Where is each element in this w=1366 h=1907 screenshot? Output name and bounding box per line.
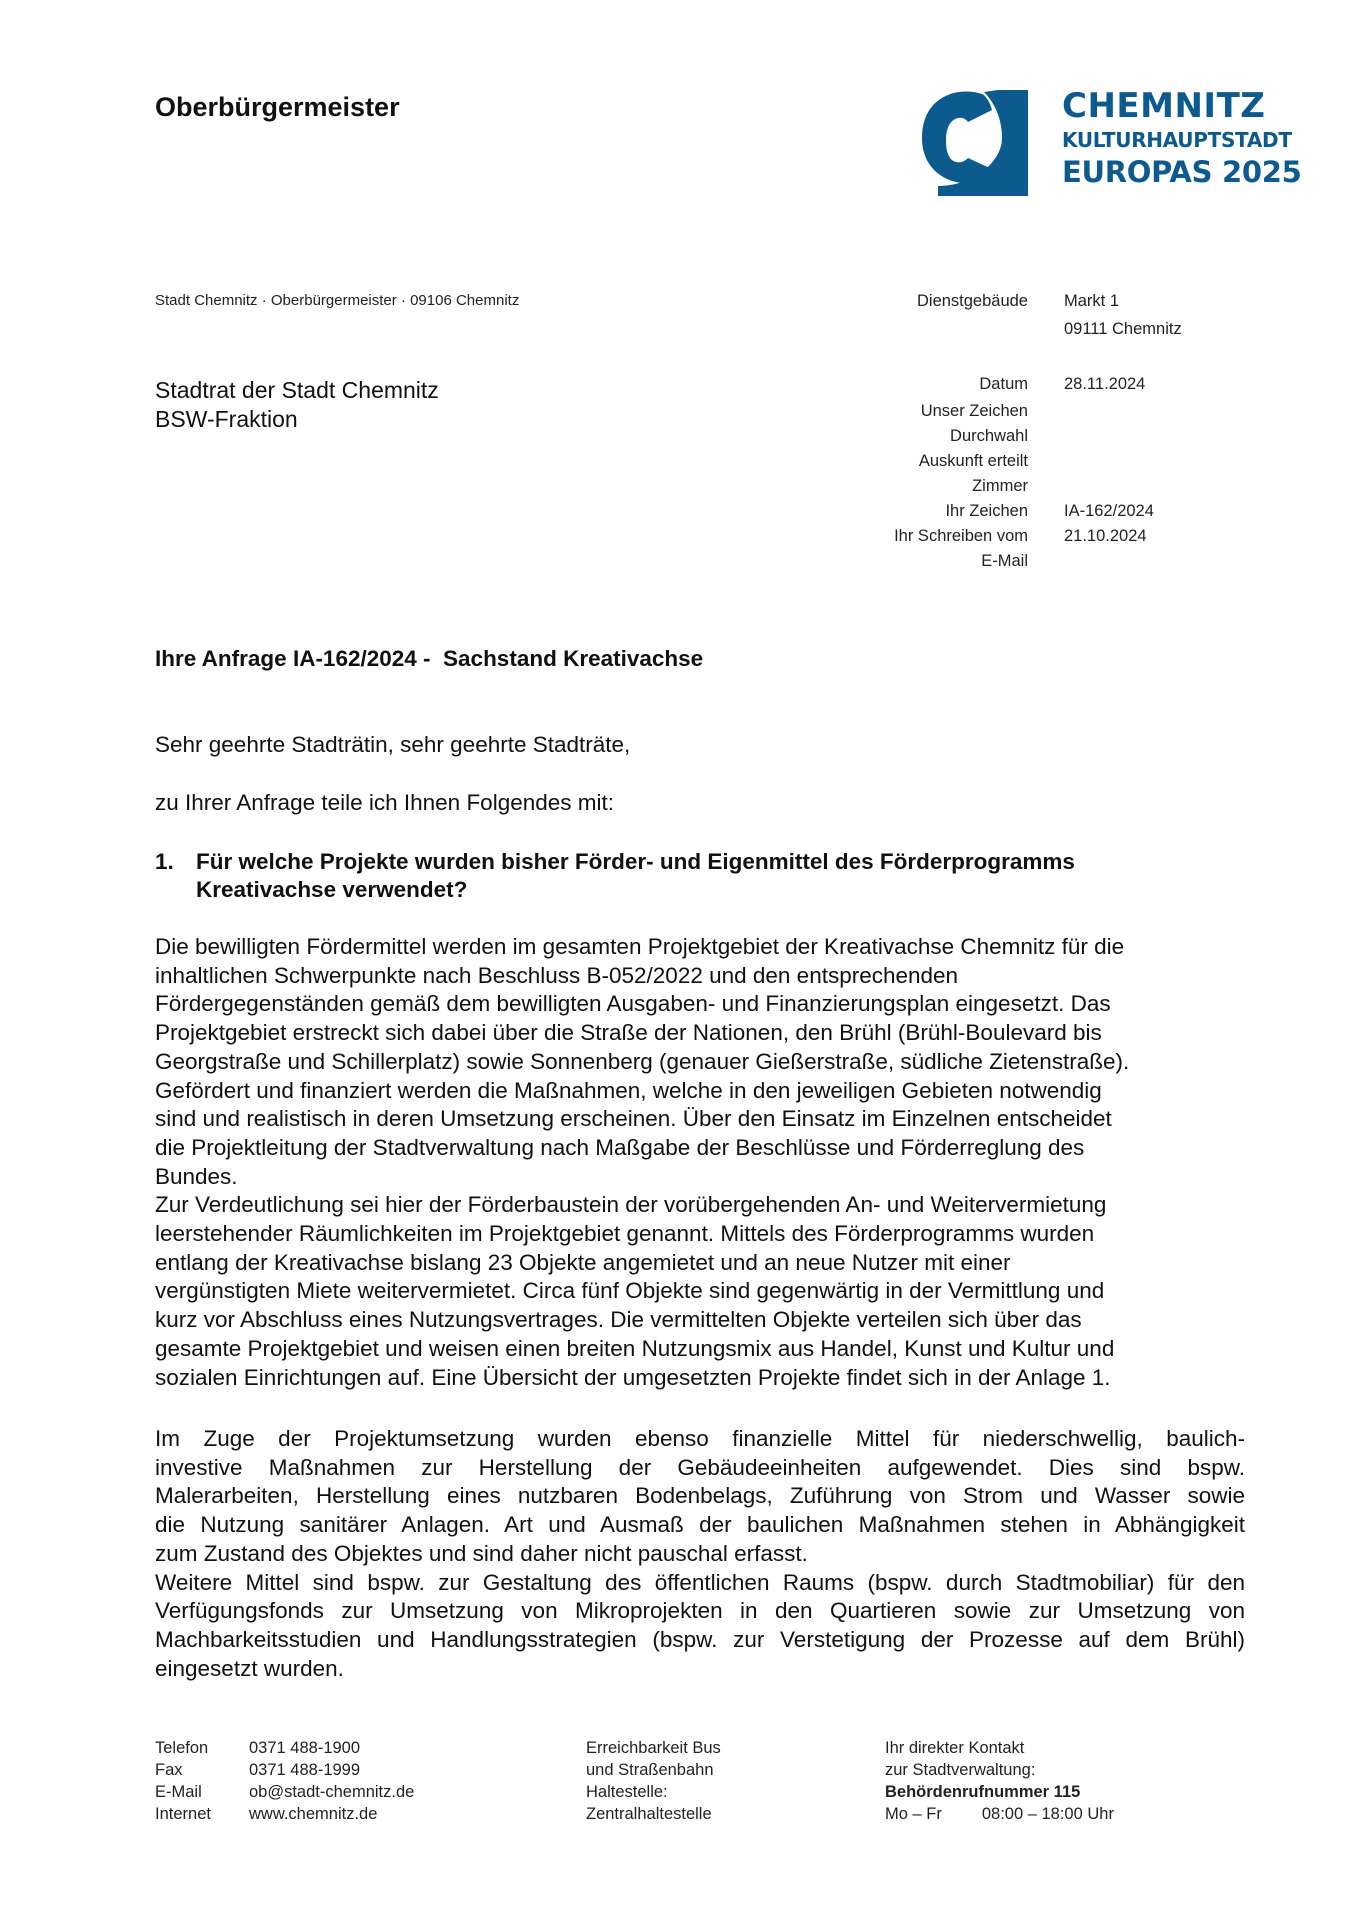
meta-value — [1064, 549, 1220, 574]
intro-sentence: zu Ihrer Anfrage teile ich Ihnen Folgendes mit: — [155, 790, 615, 815]
footer-transit-line: Zentralhaltestelle — [586, 1805, 712, 1823]
meta-row — [820, 424, 1220, 449]
return-address: Stadt Chemnitz · Oberbürgermeister · 09106 Chemnitz — [155, 292, 520, 309]
paragraph-line: inhaltlichen Schwerpunkte nach Beschluss B-052/2022 und den entsprechenden — [155, 962, 959, 988]
meta-label: Zimmer — [972, 476, 1028, 495]
meta-value: 28.11.2024 — [1064, 375, 1146, 393]
logo-city: CHEMNITZ — [1062, 86, 1266, 126]
phone-number[interactable]: 0371 488-1900 — [249, 1739, 361, 1757]
footer-transit-line: Erreichbarkeit Bus — [586, 1739, 721, 1757]
paragraph-line: gesamte Projektgebiet und weisen einen breiten Nutzungsmix aus Handel, Kunst und Kultur und — [155, 1335, 1115, 1361]
footer-label: Telefon — [155, 1739, 209, 1757]
meta-value: 21.10.2024 — [1064, 526, 1147, 545]
footer-contact — [155, 1737, 414, 1825]
meta-value: IA-162/2024 — [1064, 501, 1154, 520]
paragraph-line: eingesetzt wurden. — [155, 1655, 344, 1681]
meta-label: Ihr Schreiben vom — [894, 526, 1028, 545]
question-text — [196, 848, 1236, 904]
paragraph-line: die Nutzung sanitärer Anlagen. Art und Ausmaß der baulichen Maßnahmen stehen in Abhängigkeit — [155, 1512, 1245, 1538]
meta-label: Ihr Zeichen — [945, 501, 1028, 520]
paragraph-line: Malerarbeiten, Herstellung eines nutzbaren Bodenbelags, Zuführung von Strom und Wasser sowie — [155, 1483, 1245, 1509]
paragraph-line: vergünstigten Miete weitervermietet. Circa fünf Objekte sind gegenwärtig in der Vermittlung und — [155, 1278, 1105, 1304]
opening-hours — [885, 1803, 1114, 1825]
question-number: 1. — [155, 849, 174, 874]
meta-row — [820, 499, 1220, 524]
hotline-number: Behördenrufnummer 115 — [885, 1783, 1081, 1801]
paragraph-line: Verfügungsfonds zur Umsetzung von Mikroprojekten in den Quartieren sowie zur Umsetzung von — [155, 1598, 1245, 1624]
paragraph-line: sozialen Einrichtungen auf. Eine Übersicht der umgesetzten Projekte findet sich in der Anlage 1. — [155, 1364, 1111, 1390]
meta-label: Dienstgebäude — [916, 292, 1028, 310]
meta-label: Auskunft erteilt — [918, 451, 1028, 470]
meta-value — [1064, 449, 1220, 474]
paragraph-line: investive Maßnahmen zur Herstellung der Gebäudeeinheiten aufgewendet. Dies sind bspw. — [155, 1454, 1245, 1480]
meta-value — [1064, 474, 1220, 499]
reference-block — [820, 288, 1220, 574]
footer-label: Internet — [155, 1805, 211, 1823]
logo-wordmark — [1062, 86, 1301, 190]
direct-contact-line: zur Stadtverwaltung: — [885, 1761, 1036, 1779]
footer-contact-row — [155, 1737, 414, 1759]
website-link[interactable]: www.chemnitz.de — [249, 1805, 378, 1823]
paragraph-line: die Projektleitung der Stadtverwaltung nach Maßgabe der Beschlüsse und Förderreglung des — [155, 1134, 1085, 1160]
recipient-block — [155, 376, 439, 434]
paragraph-line: sind und realistisch in deren Umsetzung erscheinen. Über den Einsatz im Einzelnen entscheidet — [155, 1106, 1112, 1132]
opening-times: 08:00 – 18:00 Uhr — [981, 1805, 1114, 1823]
paragraph-line: Georgstraße und Schillerplatz) sowie Sonnenberg (genauer Gießerstraße, südliche Zietenstraße). — [155, 1048, 1130, 1074]
meta-value — [1064, 424, 1220, 449]
paragraph-line: kurz vor Abschluss eines Nutzungsvertrages. Die vermittelten Objekte verteilen sich über das — [155, 1307, 1082, 1333]
footer-contact-row — [155, 1781, 414, 1803]
meta-row-building — [820, 288, 1220, 316]
paragraph-line: Weitere Mittel sind bspw. zur Gestaltung des öffentlichen Raums (bspw. durch Stadtmobiliar) für den — [155, 1569, 1245, 1595]
question-line: Kreativachse verwendet? — [196, 877, 468, 902]
meta-value: 09111 Chemnitz — [1064, 319, 1182, 338]
meta-label: Unser Zeichen — [920, 401, 1028, 420]
recipient-line: BSW-Fraktion — [155, 406, 298, 432]
salutation: Sehr geehrte Stadträtin, sehr geehrte Stadträte, — [155, 732, 631, 757]
answer-paragraph-1 — [155, 933, 1245, 1392]
footer-contact-row — [155, 1803, 414, 1825]
paragraph-line: leerstehender Räumlichkeiten im Projektgebiet genannt. Mittels des Förderprogramms wurden — [155, 1221, 1095, 1247]
paragraph-line: Bundes. — [155, 1163, 238, 1189]
question-1 — [155, 848, 1255, 904]
footer-label: E-Mail — [155, 1783, 202, 1801]
logo-subtitle: KULTURHAUPTSTADT — [1062, 128, 1292, 152]
meta-label: Durchwahl — [950, 426, 1028, 445]
footer-transit — [586, 1737, 721, 1825]
meta-row — [820, 549, 1220, 574]
footer-label: Fax — [155, 1761, 183, 1779]
meta-label: Datum — [979, 375, 1028, 393]
meta-row — [820, 399, 1220, 424]
paragraph-line: entlang der Kreativachse bislang 23 Objekte angemietet und an neue Nutzer mit einer — [155, 1249, 1011, 1275]
meta-row — [820, 474, 1220, 499]
logo-year: EUROPAS 2025 — [1062, 155, 1302, 189]
footer-contact-row — [155, 1759, 414, 1781]
question-line: Für welche Projekte wurden bisher Förder- und Eigenmittel des Förderprogramms — [196, 849, 1075, 874]
sender-title: Oberbürgermeister — [155, 92, 400, 122]
letter-subject: Ihre Anfrage IA-162/2024 - Sachstand Kreativachse — [155, 646, 704, 671]
paragraph-line: Projektgebiet erstreckt sich dabei über die Straße der Nationen, den Brühl (Brühl-Boulevard bis — [155, 1020, 1102, 1046]
opening-days: Mo – Fr — [885, 1805, 942, 1823]
chemnitz-c-logo-icon — [918, 90, 1028, 196]
paragraph-line: Zur Verdeutlichung sei hier der Förderbaustein der vorübergehenden An- und Weitervermietung — [155, 1192, 1107, 1218]
meta-row-building-city — [820, 316, 1220, 344]
paragraph-line: zum Zustand des Objektes und sind daher nicht pauschal erfasst. — [155, 1540, 808, 1566]
recipient-line: Stadtrat der Stadt Chemnitz — [155, 377, 439, 403]
paragraph-line: Die bewilligten Fördermittel werden im gesamten Projektgebiet der Kreativachse Chemnitz für die — [155, 934, 1125, 959]
meta-label: E-Mail — [981, 551, 1028, 570]
meta-row — [820, 524, 1220, 549]
meta-row — [820, 371, 1220, 399]
email-link[interactable]: ob@stadt-chemnitz.de — [249, 1783, 415, 1801]
answer-paragraph-2 — [155, 1425, 1245, 1683]
paragraph-line: Machbarkeitsstudien und Handlungsstrategien (bspw. zur Verstetigung der Prozesse auf dem Brühl) — [155, 1626, 1245, 1652]
footer-transit-line: Haltestelle: — [586, 1783, 668, 1801]
paragraph-line: Im Zuge der Projektumsetzung wurden ebenso finanzielle Mittel für niederschwellig, baulich- — [155, 1426, 1245, 1451]
footer-transit-line: und Straßenbahn — [586, 1761, 714, 1779]
paragraph-line: Gefördert und finanziert werden die Maßnahmen, welche in den jeweiligen Gebieten notwendig — [155, 1077, 1102, 1103]
direct-contact-line: Ihr direkter Kontakt — [885, 1739, 1025, 1757]
fax-number: 0371 488-1999 — [249, 1761, 361, 1779]
footer-direct-contact — [885, 1737, 1114, 1825]
meta-value — [1064, 399, 1220, 424]
meta-value: Markt 1 — [1064, 292, 1120, 310]
paragraph-line: Fördergegenständen gemäß dem bewilligten Ausgaben- und Finanzierungsplan eingesetzt. Das — [155, 991, 1111, 1017]
meta-row — [820, 449, 1220, 474]
